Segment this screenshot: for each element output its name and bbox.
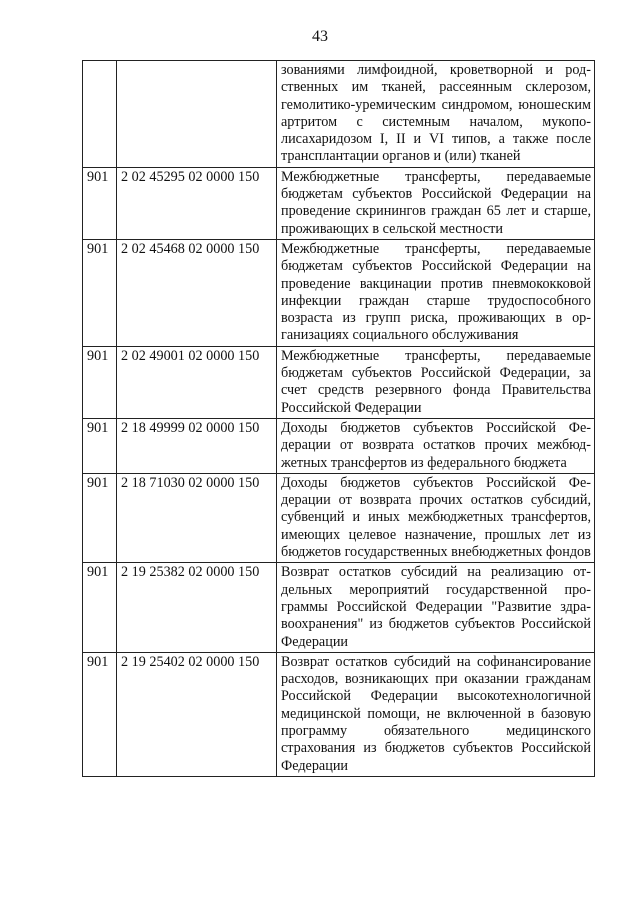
description-cell: Возврат остатков субсидий на софинансирование расходов, возникающих при оказании гражданам Российской Федерации высокотехнологичной медицинской помощи, не включенной в базовую программу обязательного медицинского страхования из бюджетов субъектов Российской Федерации: [277, 652, 595, 776]
description-cell: Межбюджетные трансферты, передаваемые бюджетам субъектов Российской Федерации, за счет средств резервного фонда Правительства Российской Федерации: [277, 346, 595, 418]
description-cell: Доходы бюджетов субъектов Российской Федерации от возврата остатков прочих межбюджетных трансфертов из федерального бюджета: [277, 418, 595, 473]
table-row: [83, 346, 595, 418]
table-row: [83, 418, 595, 473]
table-row: [83, 473, 595, 562]
page-number: 43: [312, 28, 328, 45]
description-cell: Возврат остатков субсидий на реализацию отдельных мероприятий государственной программы Российской Федерации "Развитие здравоохранения" из бюджетов субъектов Российской Федерации: [277, 563, 595, 652]
kbk-code-cell: 2 18 49999 02 0000 150: [117, 418, 277, 473]
description-cell: Межбюджетные трансферты, передаваемые бюджетам субъектов Российской Федерации на проведение скринингов граждан 65 лет и старше, проживающих в сельской местности: [277, 167, 595, 239]
revenue-codes-table: [82, 60, 595, 777]
admin-code-cell: 901: [83, 418, 117, 473]
description-cell: Доходы бюджетов субъектов Российской Федерации от возврата прочих остатков субсидий, субвенций и иных межбюджетных трансфертов, имеющих целевое назначение, прошлых лет из бюджетов государственных внебюджетных фондов: [277, 473, 595, 562]
kbk-code-cell: 2 18 71030 02 0000 150: [117, 473, 277, 562]
admin-code-cell: [83, 61, 117, 168]
admin-code-cell: 901: [83, 473, 117, 562]
kbk-code-cell: 2 02 45468 02 0000 150: [117, 239, 277, 346]
table-row: [83, 167, 595, 239]
admin-code-cell: 901: [83, 346, 117, 418]
admin-code-cell: 901: [83, 239, 117, 346]
admin-code-cell: 901: [83, 167, 117, 239]
kbk-code-cell: 2 19 25402 02 0000 150: [117, 652, 277, 776]
description-cell: зованиями лимфоидной, кроветворной и родственных им тканей, рассеянным склерозом, гемолитико-уремическим синдромом, юношеским артритом с системным началом, мукополисахаридозом I, II и VI типов, а также после трансплантации органов и (или) тканей: [277, 61, 595, 168]
description-cell: Межбюджетные трансферты, передаваемые бюджетам субъектов Российской Федерации на проведение вакцинации против пневмококковой инфекции граждан старше трудоспособного возраста из групп риска, проживающих в организациях социального обслуживания: [277, 239, 595, 346]
kbk-code-cell: [117, 61, 277, 168]
table-row: [83, 239, 595, 346]
kbk-code-cell: 2 02 49001 02 0000 150: [117, 346, 277, 418]
table-row: [83, 563, 595, 652]
kbk-code-cell: 2 19 25382 02 0000 150: [117, 563, 277, 652]
admin-code-cell: 901: [83, 563, 117, 652]
kbk-code-cell: 2 02 45295 02 0000 150: [117, 167, 277, 239]
table-row: [83, 61, 595, 168]
table-row: [83, 652, 595, 776]
admin-code-cell: 901: [83, 652, 117, 776]
